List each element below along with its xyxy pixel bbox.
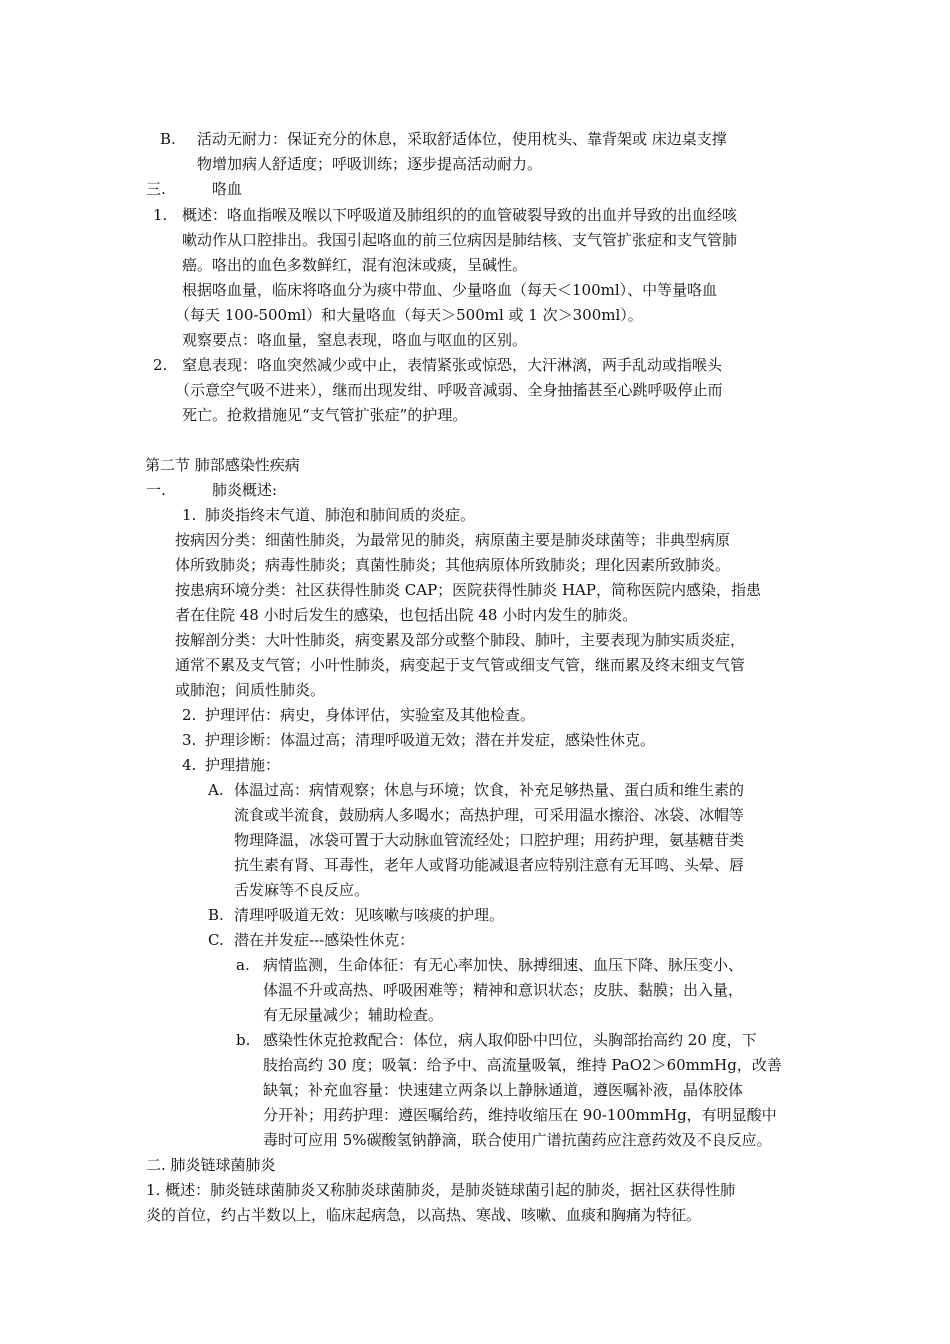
section-title: 第二节 肺部感染性疾病	[145, 456, 300, 474]
list-marker: B.	[208, 906, 224, 924]
paragraph-line: 护理措施：	[205, 756, 281, 774]
list-marker: A.	[208, 781, 224, 799]
paragraph-line: 毒时可应用 5%碳酸氢钠静滴，联合使用广谱抗菌药应注意药效及不良反应。	[263, 1131, 772, 1149]
list-marker: 1.	[182, 506, 197, 524]
paragraph-line: 肺炎指终末气道、肺泡和肺间质的炎症。	[205, 506, 476, 524]
paragraph-line: 按患病环境分类：社区获得性肺炎 CAP；医院获得性肺炎 HAP，简称医院内感染，指患	[175, 581, 761, 599]
paragraph-line: 物增加病人舒适度；呼吸训练；逐步提高活动耐力。	[197, 155, 543, 173]
paragraph-line: 缺氧；补充血容量：快速建立两条以上静脉通道，遵医嘱补液，晶体胶体	[263, 1081, 744, 1099]
paragraph-line: 肢抬高约 30 度；吸氧：给予中、高流量吸氧，维持 PaO2＞60mmHg，改善	[263, 1056, 782, 1074]
paragraph-line: 按解剖分类：大叶性肺炎，病变累及部分或整个肺段、肺叶，主要表现为肺实质炎症，	[175, 631, 746, 649]
paragraph-line: 观察要点：咯血量，窒息表现，咯血与呕血的区别。	[182, 331, 528, 349]
paragraph-line: 感染性休克抢救配合：体位，病人取仰卧中凹位，头胸部抬高约 20 度，下	[263, 1031, 757, 1049]
section-heading: 二. 肺炎链球菌肺炎	[146, 1156, 276, 1174]
paragraph-line: 通常不累及支气管；小叶性肺炎，病变起于支气管或细支气管，继而累及终末细支气管	[175, 656, 746, 674]
paragraph-line: 活动无耐力：保证充分的休息，采取舒适体位，使用枕头、靠背架或 床边桌支撑	[197, 130, 727, 148]
paragraph-line: 炎的首位，约占半数以上，临床起病急，以高热、寒战、咳嗽、血痰和胸痛为特征。	[146, 1206, 702, 1224]
paragraph-line: 体所致肺炎；病毒性肺炎；真菌性肺炎；其他病原体所致肺炎；理化因素所致肺炎。	[175, 556, 731, 574]
paragraph-line: 潜在并发症---感染性休克：	[234, 931, 415, 949]
section-heading: 肺炎概述:	[212, 481, 278, 499]
paragraph-line: 病情监测，生命体征：有无心率加快、脉搏细速、血压下降、脉压变小、	[263, 956, 744, 974]
paragraph-line: （每天 100-500ml）和大量咯血（每天＞500ml 或 1 次＞300ml）。	[175, 306, 643, 324]
list-marker: a.	[236, 956, 250, 974]
section-heading: 咯血	[212, 180, 243, 198]
paragraph-line: 1. 概述：肺炎链球菌肺炎又称肺炎球菌肺炎，是肺炎链球菌引起的肺炎，据社区获得性肺	[146, 1181, 736, 1199]
paragraph-line: 或肺泡；间质性肺炎。	[175, 681, 326, 699]
paragraph-line: 根据咯血量，临床将咯血分为痰中带血、少量咯血（每天＜100ml）、中等量咯血	[182, 281, 718, 299]
paragraph-line: 概述：咯血指喉及喉以下呼吸道及肺组织的的血管破裂导致的出血并导致的出血经咳	[182, 206, 738, 224]
paragraph-line: 者在住院 48 小时后发生的感染，也包括出院 48 小时内发生的肺炎。	[175, 606, 638, 624]
list-marker: b.	[236, 1031, 251, 1049]
paragraph-line: 有无尿量减少；辅助检查。	[263, 1006, 444, 1024]
paragraph-line: 物理降温，冰袋可置于大动脉血管流经处；口腔护理；用药护理，氨基糖苷类	[234, 831, 745, 849]
section-marker: 三.	[146, 180, 166, 198]
section-marker: 一.	[146, 481, 166, 499]
paragraph-line: 按病因分类：细菌性肺炎，为最常见的肺炎，病原菌主要是肺炎球菌等；非典型病原	[175, 531, 731, 549]
list-marker: B.	[160, 130, 176, 148]
paragraph-line: 流食或半流食，鼓励病人多喝水；高热护理，可采用温水擦浴、冰袋、冰帽等	[234, 806, 745, 824]
paragraph-line: 护理评估：病史，身体评估，实验室及其他检查。	[205, 706, 536, 724]
paragraph-line: （示意空气吸不进来），继而出现发绀、呼吸音减弱、全身抽搐甚至心跳呼吸停止而	[175, 381, 723, 399]
paragraph-line: 窒息表现：咯血突然减少或中止，表情紧张或惊恐，大汗淋漓，两手乱动或指喉头	[182, 356, 723, 374]
list-marker: 2.	[182, 706, 197, 724]
paragraph-line: 护理诊断：体温过高；清理呼吸道无效；潜在并发症，感染性休克。	[205, 731, 656, 749]
paragraph-line: 癌。咯出的血色多数鲜红，混有泡沫或痰，呈碱性。	[182, 256, 528, 274]
paragraph-line: 嗽动作从口腔排出。我国引起咯血的前三位病因是肺结核、支气管扩张症和支气管肺	[182, 231, 738, 249]
paragraph-line: 抗生素有肾、耳毒性，老年人或肾功能减退者应特别注意有无耳鸣、头晕、唇	[234, 856, 745, 874]
list-marker: 4.	[182, 756, 197, 774]
paragraph-line: 死亡。抢救措施见“支气管扩张症”的护理。	[182, 406, 468, 424]
list-marker: 2.	[153, 356, 168, 374]
list-marker: 3.	[182, 731, 197, 749]
list-marker: 1.	[153, 206, 168, 224]
paragraph-line: 体温不升或高热、呼吸困难等；精神和意识状态；皮肤、黏膜；出入量，	[263, 981, 744, 999]
paragraph-line: 清理呼吸道无效：见咳嗽与咳痰的护理。	[234, 906, 505, 924]
list-marker: C.	[208, 931, 224, 949]
paragraph-line: 分开补；用药护理：遵医嘱给药，维持收缩压在 90-100mmHg，有明显酸中	[263, 1106, 777, 1124]
paragraph-line: 舌发麻等不良反应。	[234, 881, 370, 899]
paragraph-line: 体温过高：病情观察；休息与环境；饮食，补充足够热量、蛋白质和维生素的	[234, 781, 745, 799]
